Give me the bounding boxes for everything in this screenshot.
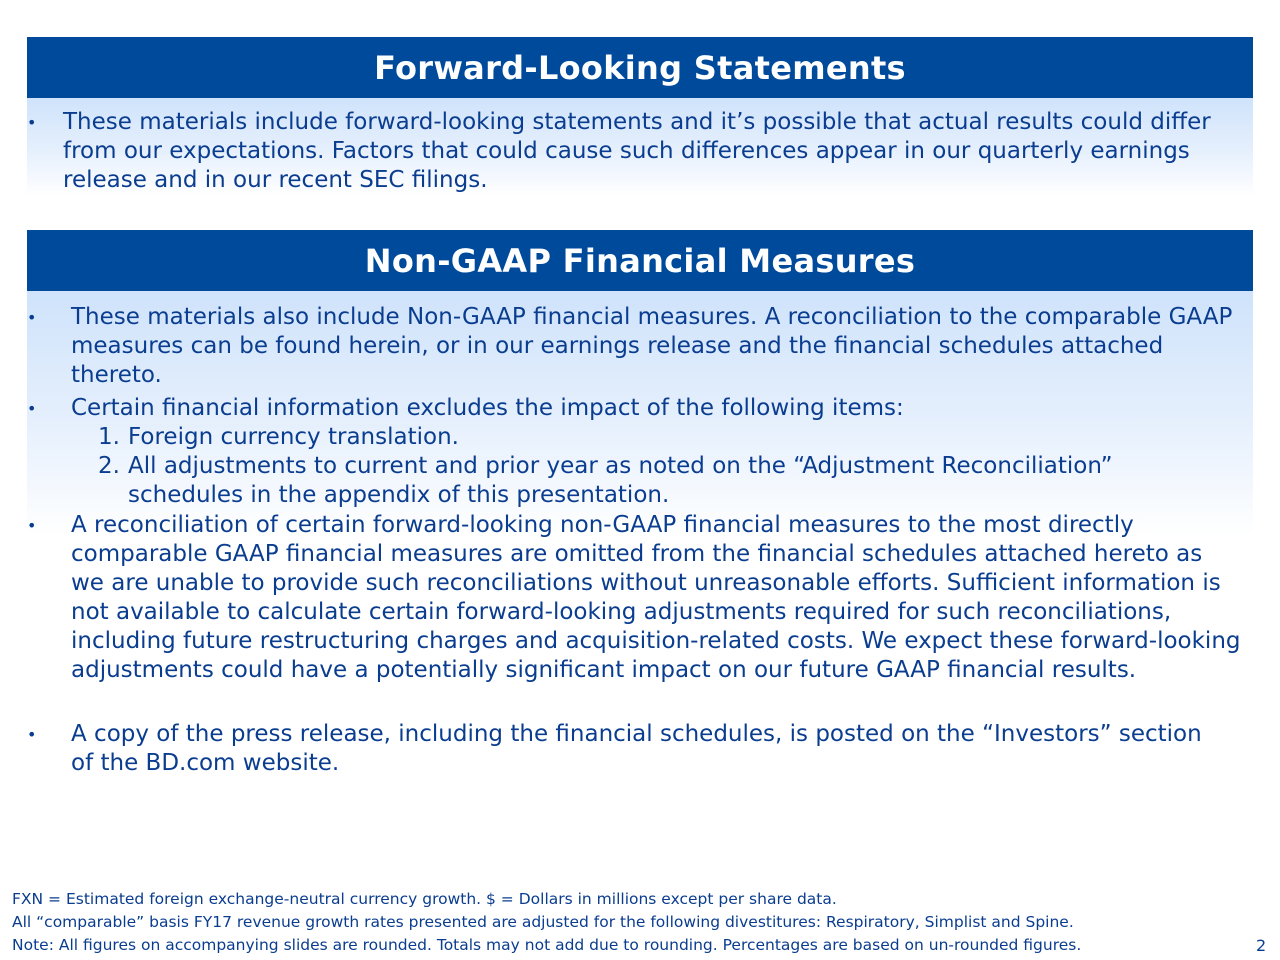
non-gaap-header (27, 230, 1253, 291)
non-gaap-bullet-2: Certain financial information excludes the impact of the following items: (71, 395, 904, 421)
forward-looking-text: These materials include forward-looking statements and it’s possible that actual results could differ from our expectations. Factors that could cause such differences appear in our quarterly earnings release and in our recent SEC filings. (63, 109, 1211, 193)
forward-looking-title: Forward-Looking Statements (374, 48, 906, 87)
non-gaap-bullet-1: These materials also include Non-GAAP financial measures. A reconciliation to the comparable GAAP measures can be found herein, or in our earnings release and the financial schedules attached thereto. (71, 304, 1233, 388)
footnote-rounding: Note: All figures on accompanying slides are rounded. Totals may not add due to rounding. Percentages are based on un-rounded figures. (12, 936, 1082, 954)
bullet-marker: • (27, 516, 37, 535)
numbered-item-2-number: 2. (98, 453, 120, 479)
bullet-marker: • (27, 725, 37, 744)
bullet-marker: • (27, 399, 37, 418)
bullet-marker: • (27, 308, 37, 327)
non-gaap-bullet-4: A copy of the press release, including the financial schedules, is posted on the “Investors” section of the BD.com website. (71, 721, 1202, 776)
non-gaap-bullet-3: A reconciliation of certain forward-looking non-GAAP financial measures to the most directly comparable GAAP financial measures are omitted from the financial schedules attached hereto as we are unable to provide such reconciliations without unreasonable efforts. Sufficient information is not available to calculate certain forward-looking adjustments required for such reconciliations, including future restructuring charges and acquisition-related costs. We expect these forward-looking adjustments could have a potentially significant impact on our future GAAP financial results. (71, 512, 1241, 683)
numbered-item-1-number: 1. (98, 424, 120, 450)
page-number: 2 (1256, 936, 1267, 955)
bullet-marker: • (27, 113, 37, 132)
non-gaap-title: Non-GAAP Financial Measures (364, 241, 916, 280)
numbered-item-1-text: Foreign currency translation. (128, 424, 459, 450)
numbered-item-2-text: All adjustments to current and prior year as noted on the “Adjustment Reconciliation” schedules in the appendix of this presentation. (128, 453, 1113, 508)
footnote-fxn: FXN = Estimated foreign exchange-neutral currency growth. $ = Dollars in millions except per share data. (12, 890, 837, 908)
forward-looking-header (27, 37, 1253, 98)
footnote-comparable: All “comparable” basis FY17 revenue growth rates presented are adjusted for the following divestitures: Respiratory, Simplist and Spine. (12, 913, 1074, 931)
